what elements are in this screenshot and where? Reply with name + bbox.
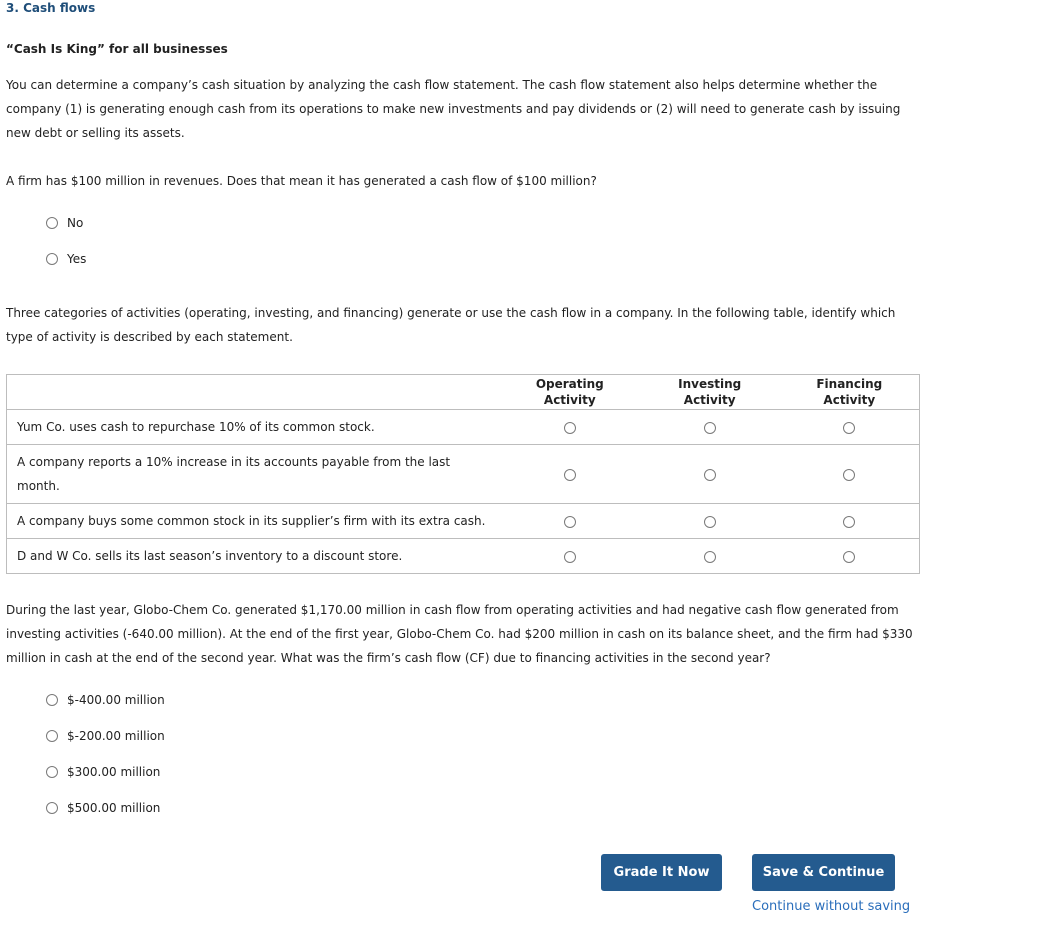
statement-cell: A company buys some common stock in its supplier’s firm with its extra cash. xyxy=(7,504,500,539)
radio-button[interactable] xyxy=(46,217,58,229)
q3-line-3: million in cash at the end of the second year. What was the firm’s cash flow (CF) due to financing activities in the second year? xyxy=(6,651,771,665)
table-row xyxy=(7,445,920,504)
q3-option-4[interactable] xyxy=(46,801,160,815)
financing-radio[interactable] xyxy=(843,516,855,528)
q3-option-1[interactable] xyxy=(46,693,165,707)
radio-button[interactable] xyxy=(46,766,58,778)
investing-radio[interactable] xyxy=(704,551,716,563)
table-row xyxy=(7,504,920,539)
radio-button[interactable] xyxy=(46,694,58,706)
investing-radio[interactable] xyxy=(704,422,716,434)
header-financing: Financing Activity xyxy=(780,375,920,410)
option-label: $500.00 million xyxy=(67,801,161,815)
option-label: $300.00 million xyxy=(67,765,161,779)
operating-radio[interactable] xyxy=(564,422,576,434)
table-row xyxy=(7,410,920,445)
grade-it-now-button[interactable]: Grade It Now xyxy=(601,854,722,891)
financing-radio[interactable] xyxy=(843,469,855,481)
statement-cell: D and W Co. sells its last season’s inventory to a discount store. xyxy=(7,539,500,574)
q2-instructions xyxy=(6,301,895,349)
radio-button[interactable] xyxy=(46,802,58,814)
section-subtitle: “Cash Is King” for all businesses xyxy=(6,42,228,56)
header-blank xyxy=(7,375,500,410)
activity-table xyxy=(6,374,920,574)
table-header-row xyxy=(7,375,920,410)
q1-option-no[interactable] xyxy=(46,216,83,230)
q2-line-2: type of activity is described by each statement. xyxy=(6,330,293,344)
q2-line-1: Three categories of activities (operating, investing, and financing) generate or use the cash flow in a company. In the following table, identify which xyxy=(6,306,896,320)
option-label: $-400.00 million xyxy=(67,693,165,707)
continue-without-saving-link[interactable]: Continue without saving xyxy=(752,899,911,914)
operating-radio[interactable] xyxy=(564,551,576,563)
statement-cell: A company reports a 10% increase in its accounts payable from the last month. xyxy=(7,445,500,504)
q3-line-1: During the last year, Globo-Chem Co. generated $1,170.00 million in cash flow from operating activities and had negative cash flow generated from xyxy=(6,603,899,617)
radio-button[interactable] xyxy=(46,253,58,265)
intro-line-3: new debt or selling its assets. xyxy=(6,126,185,140)
operating-radio[interactable] xyxy=(564,516,576,528)
q3-option-3[interactable] xyxy=(46,765,160,779)
option-label: Yes xyxy=(67,252,87,266)
intro-paragraph xyxy=(6,73,900,145)
q1-option-yes[interactable] xyxy=(46,252,86,266)
header-operating: Operating Activity xyxy=(500,375,640,410)
option-label: $-200.00 million xyxy=(67,729,165,743)
q3-line-2: investing activities (-640.00 million). At the end of the first year, Globo-Chem Co. had $200 million in cash on its balance sheet, and the firm had $330 xyxy=(6,627,913,641)
save-and-continue-button[interactable]: Save & Continue xyxy=(752,854,895,891)
option-label: No xyxy=(67,216,84,230)
section-title: 3. Cash flows xyxy=(6,1,96,15)
header-investing: Investing Activity xyxy=(640,375,780,410)
financing-radio[interactable] xyxy=(843,551,855,563)
q3-question xyxy=(6,598,913,670)
financing-radio[interactable] xyxy=(843,422,855,434)
investing-radio[interactable] xyxy=(704,516,716,528)
q1-question: A firm has $100 million in revenues. Does that mean it has generated a cash flow of $100 million? xyxy=(6,174,597,188)
operating-radio[interactable] xyxy=(564,469,576,481)
q3-option-2[interactable] xyxy=(46,729,165,743)
intro-line-2: company (1) is generating enough cash from its operations to make new investments and pay dividends or (2) will need to generate cash by issuing xyxy=(6,102,901,116)
statement-cell: Yum Co. uses cash to repurchase 10% of its common stock. xyxy=(7,410,500,445)
investing-radio[interactable] xyxy=(704,469,716,481)
table-row xyxy=(7,539,920,574)
radio-button[interactable] xyxy=(46,730,58,742)
intro-line-1: You can determine a company’s cash situation by analyzing the cash flow statement. The cash flow statement also helps determine whether the xyxy=(6,78,878,92)
